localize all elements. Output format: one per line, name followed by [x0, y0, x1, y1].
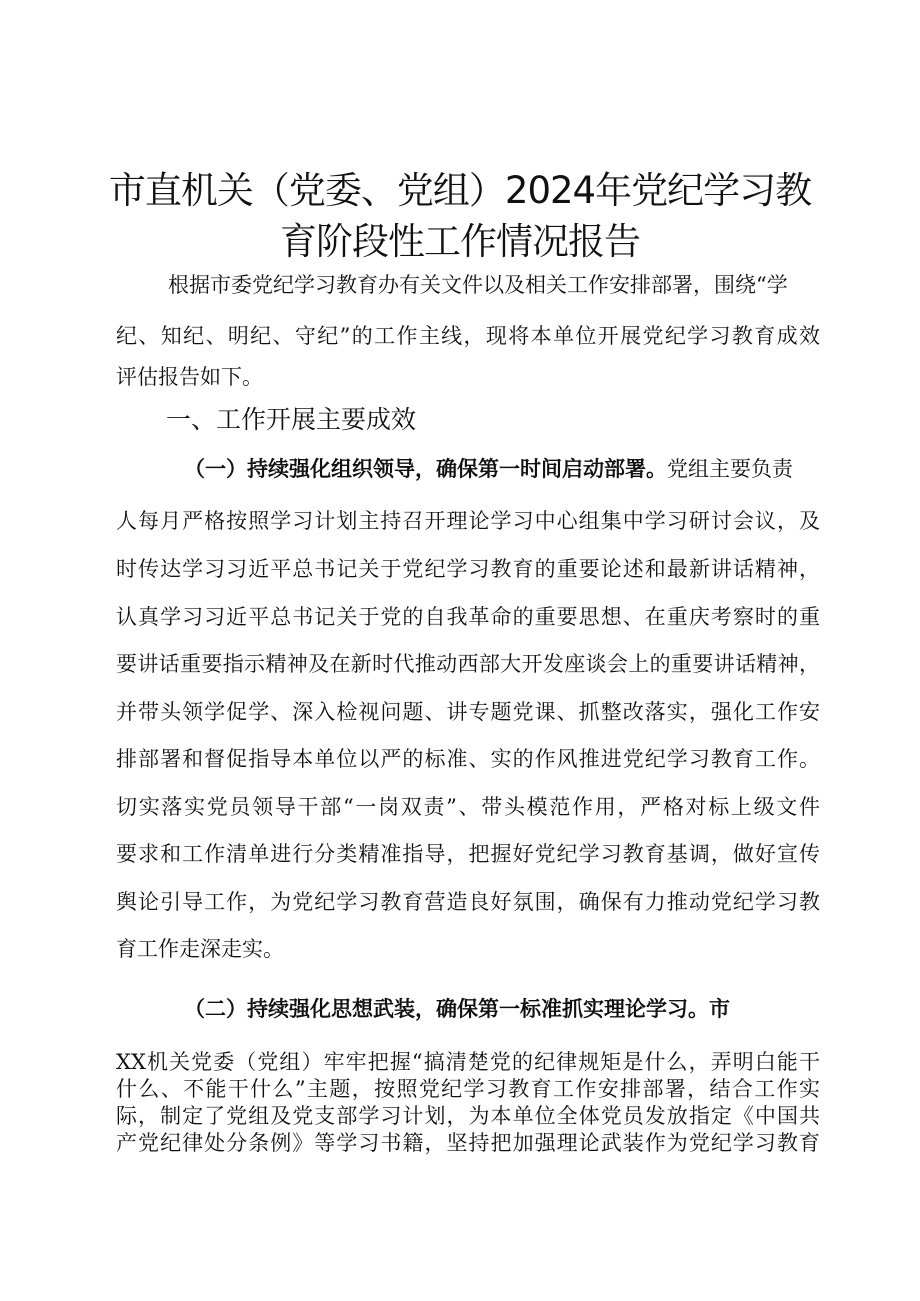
section-1-heading: 一、工作开展主要成效 — [166, 405, 417, 434]
sub-1-line: 育工作走深走实。 — [116, 937, 284, 961]
sub-2-line: XX机关党委（党组）牢牢把握“搞清楚党的纪律规矩是什么，弄明白能干 — [116, 1050, 820, 1074]
sub-1-line: 时传达学习习近平总书记关于党纪学习教育的重要论述和最新讲话精神， — [116, 557, 820, 581]
sub-2-line: 什么、不能干什么”主题，按照党纪学习教育工作安排部署，结合工作实 — [116, 1077, 820, 1101]
sub-1-line: 切实落实党员领导干部“一岗双责”、带头模范作用，严格对标上级文件 — [116, 795, 820, 819]
document-title-line-1: 市直机关（党委、党组）2024年党纪学习教 — [108, 169, 812, 212]
sub-2-line: 产党纪律处分条例》等学习书籍，坚持把加强理论武装作为党纪学习教育 — [116, 1131, 820, 1155]
sub-1-line: 舆论引导工作，为党纪学习教育营造良好氛围，确保有力推动党纪学习教 — [116, 890, 820, 914]
sub-1-line: 人每月严格按照学习计划主持召开理论学习中心组集中学习研讨会议，及 — [116, 509, 820, 533]
sub-1-heading: （一）持续强化组织领导，确保第一时间启动部署。 — [184, 456, 667, 481]
sub-2-heading: （二）持续强化思想武装，确保第一标准抓实理论学习。市 — [184, 996, 730, 1021]
intro-line-3: 评估报告如下。 — [116, 365, 263, 389]
sub-2-line: 际，制定了党组及党支部学习计划，为本单位全体党员发放指定《中国共 — [116, 1104, 820, 1128]
sub-1-line: 要讲话重要指示精神及在新时代推动西部大开发座谈会上的重要讲话精神， — [116, 652, 820, 676]
sub-1-line: 认真学习习近平总书记关于党的自我革命的重要思想、在重庆考察时的重 — [116, 605, 820, 629]
intro-line-1: 根据市委党纪学习教育办有关文件以及相关工作安排部署，围绕“学 — [168, 273, 788, 297]
sub-1-line: 排部署和督促指导本单位以严的标准、实的作风推进党纪学习教育工作。 — [116, 747, 820, 771]
sub-1-first-line — [184, 453, 820, 483]
sub-1-line: 并带头领学促学、深入检视问题、讲专题党课、抓整改落实，强化工作安 — [116, 700, 820, 724]
intro-line-2: 纪、知纪、明纪、守纪”的工作主线，现将本单位开展党纪学习教育成效 — [116, 324, 820, 348]
sub-1-first-line-rest: 党组主要负责 — [667, 457, 793, 481]
sub-1-line: 要求和工作清单进行分类精准指导，把握好党纪学习教育基调，做好宣传 — [116, 842, 820, 866]
document-title-line-2: 育阶段性工作情况报告 — [280, 220, 640, 263]
